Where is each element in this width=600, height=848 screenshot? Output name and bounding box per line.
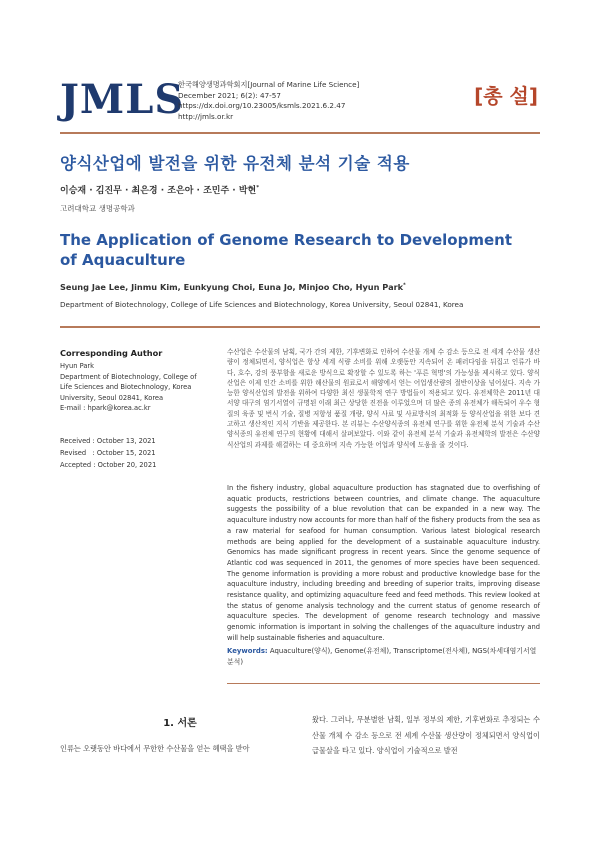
- top-divider: [60, 132, 540, 134]
- corresponding-email[interactable]: E-mail : hpark@korea.ac.kr: [60, 404, 151, 412]
- article-dates: [60, 435, 156, 471]
- authors-english: [60, 282, 406, 292]
- body-text-left: 인류는 오랫동안 바다에서 무한한 수산물을 얻는 혜택을 받아: [60, 744, 250, 753]
- keywords-text: Aquaculture(양식), Genome(유전체), Transcriptome(전사체), NGS(차세대염기서열 분석): [227, 647, 537, 666]
- received-date: Received : October 13, 2021: [60, 437, 156, 445]
- body-text-right: 왔다. 그러나, 무분별한 남획, 일부 정부의 제한, 기후변화로 추정되는 수산물 개체 수 감소 등으로 전 세계 수산물 생산량이 정체되면서 양식업이 급물살을 타고 있다. 양식업이 기술적으로 발전: [312, 715, 540, 755]
- article-category: [총 설]: [474, 84, 538, 108]
- abstract-divider: [227, 683, 540, 684]
- journal-logo: JMLS: [60, 76, 185, 123]
- keywords-label: Keywords:: [227, 647, 268, 655]
- corresponding-info: [60, 361, 210, 414]
- corresponding-heading: Corresponding Author: [60, 348, 163, 358]
- accepted-date: Accepted : October 20, 2021: [60, 461, 157, 469]
- abstract-korean: 수산업은 수산물의 남획, 국가 간의 제한, 기후변화로 인하여 수산물 개체 수 감소 등으로 전 세계 수산물 생산량이 정체되면서, 양식업은 항상 세계 식량 소비를 위해 오랫동안 지속되어 온 패러다임을 뒤집고 인류가 바다, 호수, 강의 풍부함을 새로운 방식으로 확장할 수 있도록 하는 '푸른 혁명'의 가능성을 제시하고 있다. 양식산업은 이제 인간 소비를 위한 해산물의 원료로서 해양에서 얻는 어업생산량의 절반이상을 넘어섰다. 지속 가능한 양식산업의 발전을 위하여 다양한 최신 생물학적 연구 방법들이 적용되고 있다. 유전체학은 2011년 대서양 대구의 염기서열이 규명된 이래 최근 상당한 진전을 이루었으며 더 많은 종의 유전체가 해독되어 우수 형질의 육종 및 번식 기술, 질병 저항성 품질 개량, 양식 사료 및 사료방식의 최적화 등 양식산업을 위한 보다 견고하고 생산적인 지식 기반을 제공한다. 본 리뷰는 수산양식종의 유전체 연구를 위한 유전체 분석 기술과 수산양식종의 유전체 연구의 현황에 대해서 살펴보았다. 이와 같이 유전체 분석 기술과 유전체학의 발전은 수산양식산업의 과제를 해결하는 데 중요하며 지속 가능한 어업과 양식에 도움을 줄 것이다.: [227, 348, 540, 449]
- corresponding-name: Hyun Park: [60, 362, 95, 370]
- revised-date: Revised : October 15, 2021: [60, 449, 156, 457]
- journal-url[interactable]: http://jmls.or.kr: [178, 111, 234, 121]
- affiliation-korean: 고려대학교 생명공학과: [60, 204, 135, 213]
- doi-link[interactable]: https://dx.doi.org/10.23005/ksmls.2021.6.2.47: [178, 101, 346, 111]
- corresponding-address: Department of Biotechnology, College of Life Sciences and Biotechnology, Korea University, Seoul 02841, Korea: [60, 372, 197, 402]
- title-english: The Application of Genome Research to Development of Aquaculture: [60, 231, 512, 269]
- affiliation-english: Department of Biotechnology, College of Life Sciences and Biotechnology, Korea University, Seoul 02841, Korea: [60, 300, 464, 309]
- authors-english-text: Seung Jae Lee, Jinmu Kim, Eunkyung Choi, Euna Jo, Minjoo Cho, Hyun Park: [60, 282, 404, 292]
- corresponding-mark: *: [256, 185, 260, 191]
- journal-issue: December 2021; 6(2): 47-57: [178, 90, 281, 100]
- authors-korean: [60, 183, 259, 196]
- journal-name: 한국해양생명과학회지[Journal of Marine Life Science]: [178, 80, 360, 89]
- authors-korean-text: 이승재 · 김진무 · 최은경 · 조은아 · 조민주 · 박현: [60, 186, 257, 196]
- section-title-introduction: 1. 서론: [163, 718, 197, 729]
- middle-divider: [60, 326, 540, 328]
- journal-info: [178, 80, 359, 122]
- abstract-english: In the fishery industry, global aquaculture production has stagnated due to overfishing of aquatic products, restrictions between countries, and climate change. The aquaculture suggests the possibility of a blue revolution that can be expanded in a new way. The aquaculture industry now accounts for more than half of the fishery products from the sea as a raw material for seafood for human consumption. Various latest biological research methods are being applied for the development of a sustainable aquaculture industry. Genomics has made significant progress in recent years. Since the genome sequence of Atlantic cod was sequenced in 2011, the genomes of more species have been sequenced. The genome information is providing a more robust and productive knowledge base for the aquaculture industry, including breeding and breeding of superior traits, improving disease resistance quality, and optimizing aquaculture feed and feed methods. This review looked at the status of genome analysis technology and the current status of genome research of aquaculture species. The development of genome research technology and massive genomic information is important in solving the challenges of the aquaculture industry and will help sustainable fisheries and aquaculture.: [227, 484, 540, 642]
- title-korean: 양식산업에 발전을 위한 유전체 분석 기술 적용: [60, 154, 410, 173]
- keywords: [227, 646, 540, 667]
- corresponding-mark-en: *: [403, 282, 406, 289]
